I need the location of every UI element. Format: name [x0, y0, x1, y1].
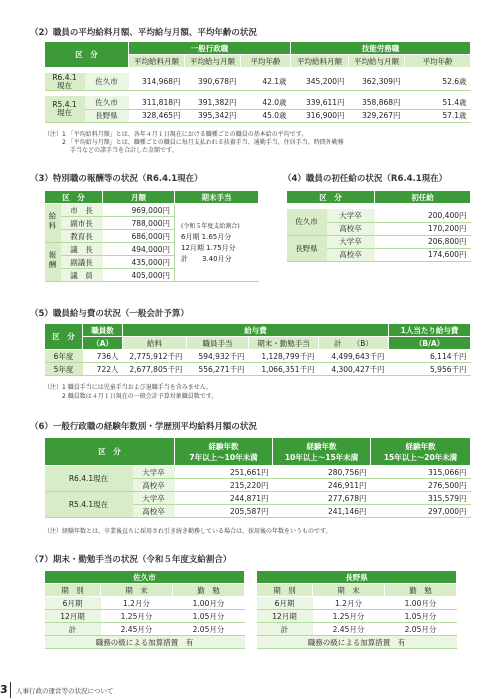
table-cell: 200,400円 [375, 209, 471, 222]
row-city: 佐久市 [85, 73, 129, 91]
subheader: 期末・勤勉手当 [249, 337, 319, 350]
table-cell: 391,382円 [185, 96, 241, 109]
table-cell: 2.05月分 [385, 623, 457, 636]
row-label: 教育長 [61, 230, 103, 243]
row-label: 議 長 [61, 243, 103, 256]
page-number: 3 [0, 682, 11, 698]
table-cell: 174,600円 [375, 248, 471, 261]
table-cell: 594,932千円 [187, 350, 249, 363]
group-hoshu: 報酬 [45, 243, 61, 282]
table-cell: 1.05月分 [173, 610, 245, 623]
table-cell: 395,342円 [185, 109, 241, 122]
table-cell: 6,114千円 [389, 350, 471, 363]
table-cell: 1.05月分 [385, 610, 457, 623]
section2-title: （2）職員の平均給料月額、平均給与月額、平均年齢の状況 [30, 28, 257, 38]
subheader: 期 別 [45, 584, 101, 597]
table-cell: 556,271千円 [187, 363, 249, 376]
table-cell: 280,756円 [273, 466, 371, 479]
header-gino: 技能労務職 [291, 42, 471, 55]
table-cell: 251,661円 [175, 466, 273, 479]
table-cell: 1,128,799千円 [249, 350, 319, 363]
table-cell: 42.1歳 [241, 73, 291, 91]
table-cell: 969,000円 [103, 204, 175, 217]
note: （注）1 職員手当には児童手当および退職手当を含みません。 [44, 384, 213, 391]
header-kubun: 区 分 [45, 324, 83, 350]
subheader: 期 別 [257, 584, 313, 597]
table-cell: 1.2月分 [101, 597, 173, 610]
subheader: 計 （B） [319, 337, 389, 350]
header-saku: 佐久市 [45, 571, 245, 584]
row-edu: 高校卒 [133, 505, 175, 518]
subheader: 職員手当 [187, 337, 249, 350]
row-edu: 大学卒 [133, 492, 175, 505]
row-label: 議 員 [61, 269, 103, 282]
subheader: 平均給料月額 [129, 55, 185, 68]
table-cell: 345,200円 [291, 73, 349, 91]
table-cell: 241,146円 [273, 505, 371, 518]
table-cell: 362,309円 [349, 73, 405, 91]
header-kubun: 区 分 [45, 191, 103, 204]
subheader: 平均給料月額 [291, 55, 349, 68]
note: 手当などの諸手当を合計した金額です。 [70, 147, 178, 154]
section6-title: （6）一般行政職の経験年数別・学歴別平均給料月額の状況 [30, 422, 257, 432]
row-edu: 高校卒 [327, 248, 375, 261]
table-cell: 2,677,805千円 [123, 363, 187, 376]
table-cell: 435,000円 [103, 256, 175, 269]
note: （注）経験年数とは、卒業後直ちに採用され引き続き勤務している場合は、採用後の年数をいうものです。 [44, 528, 332, 535]
kasan-cell: 職務の級による加算措置 有 [257, 636, 457, 649]
special-position-table [44, 190, 259, 282]
table-cell: 315,066円 [371, 466, 471, 479]
table-cell: 405,000円 [103, 269, 175, 282]
row-year: R6.4.1 現在 [45, 73, 85, 91]
row-label: 市 長 [61, 204, 103, 217]
table-cell: 45.0歳 [241, 109, 291, 122]
subheader: 平均年齢 [241, 55, 291, 68]
header-kubun: 区 分 [287, 191, 375, 204]
header-exp: 経験年数 10年以上～15年未満 [273, 438, 371, 466]
table-cell: 1.00月分 [173, 597, 245, 610]
row-city: 長野県 [85, 109, 129, 122]
row-label: 6月期 [45, 597, 101, 610]
table-cell: 1.25月分 [101, 610, 173, 623]
header-kimatsu: 期末手当 [175, 191, 259, 204]
header-ba: （B/A） [389, 337, 471, 350]
kimatsu-cell: (令和５年度支給割合) 6月期 1.65月分 12月期 1.75月分 計 3.40月分 [175, 204, 259, 282]
table-cell: 722人 [83, 363, 123, 376]
table-cell: 736人 [83, 350, 123, 363]
experience-salary-table [44, 437, 471, 518]
row-label: 副議長 [61, 256, 103, 269]
row-label: 12月期 [45, 610, 101, 623]
subheader: 期 末 [101, 584, 173, 597]
row-date: R5.4.1現在 [45, 492, 133, 518]
payroll-table [44, 323, 471, 376]
table-cell: 2,775,912千円 [123, 350, 187, 363]
table-cell: 5,956千円 [389, 363, 471, 376]
row-pref: 長野県 [287, 235, 327, 261]
row-pref: 佐久市 [287, 209, 327, 235]
table-cell: 51.4歳 [405, 96, 471, 109]
table-cell: 328,465円 [129, 109, 185, 122]
kasan-cell: 職務の級による加算措置 有 [45, 636, 245, 649]
header-ippan: 一般行政職 [129, 42, 291, 55]
section4-title: （4）職員の初任給の状況（R6.4.1現在） [283, 174, 448, 184]
header-per: 1人当たり給与費 [389, 324, 471, 337]
subheader: 勤 勉 [173, 584, 245, 597]
table-cell: 1.25月分 [313, 610, 385, 623]
row-edu: 高校卒 [133, 479, 175, 492]
row-year: R5.4.1 現在 [45, 96, 85, 122]
row-edu: 大学卒 [327, 209, 375, 222]
table-cell: 277,678円 [273, 492, 371, 505]
table-cell: 316,900円 [291, 109, 349, 122]
footer-text: 人事行政の運営等の状況について [16, 687, 114, 695]
header-kyuyohi: 給与費 [123, 324, 389, 337]
subheader: 給料 [123, 337, 187, 350]
header-kubun: 区 分 [45, 438, 175, 466]
note: 2 職員数は４月１日現在の一般会計予算対象職員数です。 [62, 393, 218, 400]
row-label: 副市長 [61, 217, 103, 230]
subheader: 平均給与月額 [349, 55, 405, 68]
table-cell: 276,500円 [371, 479, 471, 492]
header-getsugaku: 月額 [103, 191, 175, 204]
row-edu: 高校卒 [327, 222, 375, 235]
table-cell: 215,220円 [175, 479, 273, 492]
table-cell: 1.2月分 [313, 597, 385, 610]
header-kubun: 区 分 [45, 42, 129, 68]
note: （注）1 「平均給料月額」とは、各年４月１日現在における職種ごとの職員の基本給の平均です。 [44, 131, 308, 138]
section3-title: （3）特別職の報酬等の状況（R6.4.1現在） [30, 174, 203, 184]
subheader: 勤 勉 [385, 584, 457, 597]
row-date: R6.4.1現在 [45, 466, 133, 492]
table-cell: 311,818円 [129, 96, 185, 109]
section7-title: （7）期末・勤勉手当の状況（令和５年度支給割合） [30, 555, 232, 565]
row-city: 佐久市 [85, 96, 129, 109]
row-label: 12月期 [257, 610, 313, 623]
subheader: 平均給与月額 [185, 55, 241, 68]
table-cell: 297,000円 [371, 505, 471, 518]
header-nagano: 長野県 [257, 571, 457, 584]
table-cell: 329,267円 [349, 109, 405, 122]
header-exp: 経験年数 7年以上～10年未満 [175, 438, 273, 466]
table-cell: 2.05月分 [173, 623, 245, 636]
table-cell: 314,968円 [129, 73, 185, 91]
group-kyuryo: 給料 [45, 204, 61, 243]
table-cell: 244,871円 [175, 492, 273, 505]
row-edu: 大学卒 [327, 235, 375, 248]
table-cell: 52.6歳 [405, 73, 471, 91]
table-cell: 42.0歳 [241, 96, 291, 109]
starting-salary-table [286, 190, 471, 262]
section5-title: （5）職員給与費の状況（一般会計予算） [30, 309, 189, 319]
table-cell: 2.45月分 [101, 623, 173, 636]
table-cell: 390,678円 [185, 73, 241, 91]
row-year: 6年度 [45, 350, 83, 363]
row-label: 計 [45, 623, 101, 636]
table-cell: 4,300,427千円 [319, 363, 389, 376]
note: 2 「平均給与月額」とは、職種ごとの職員に毎月支払われる扶養手当、通勤手当、住居手当、時間外勤務 [62, 139, 344, 146]
header-shokuinsu: 職員数 [83, 324, 123, 337]
row-label: 計 [257, 623, 313, 636]
bonus-table-nagano [256, 570, 457, 649]
header-exp: 経験年数 15年以上～20年未満 [371, 438, 471, 466]
table-cell: 170,200円 [375, 222, 471, 235]
table-cell: 4,499,643千円 [319, 350, 389, 363]
header-shoninkyu: 初任給 [375, 191, 471, 204]
table-cell: 358,868円 [349, 96, 405, 109]
table-cell: 315,579円 [371, 492, 471, 505]
table-cell: 339,611円 [291, 96, 349, 109]
row-edu: 大学卒 [133, 466, 175, 479]
subheader: 期 末 [313, 584, 385, 597]
avg-salary-table [44, 41, 471, 123]
table-cell: 788,000円 [103, 217, 175, 230]
header-a: （A） [83, 337, 123, 350]
table-cell: 686,000円 [103, 230, 175, 243]
row-year: 5年度 [45, 363, 83, 376]
table-cell: 1.00月分 [385, 597, 457, 610]
table-cell: 205,587円 [175, 505, 273, 518]
bonus-table-saku [44, 570, 245, 649]
table-cell: 57.1歳 [405, 109, 471, 122]
subheader: 平均年齢 [405, 55, 471, 68]
table-cell: 2.45月分 [313, 623, 385, 636]
table-cell: 494,000円 [103, 243, 175, 256]
table-cell: 1,066,351千円 [249, 363, 319, 376]
table-cell: 246,911円 [273, 479, 371, 492]
table-cell: 206,800円 [375, 235, 471, 248]
row-label: 6月期 [257, 597, 313, 610]
